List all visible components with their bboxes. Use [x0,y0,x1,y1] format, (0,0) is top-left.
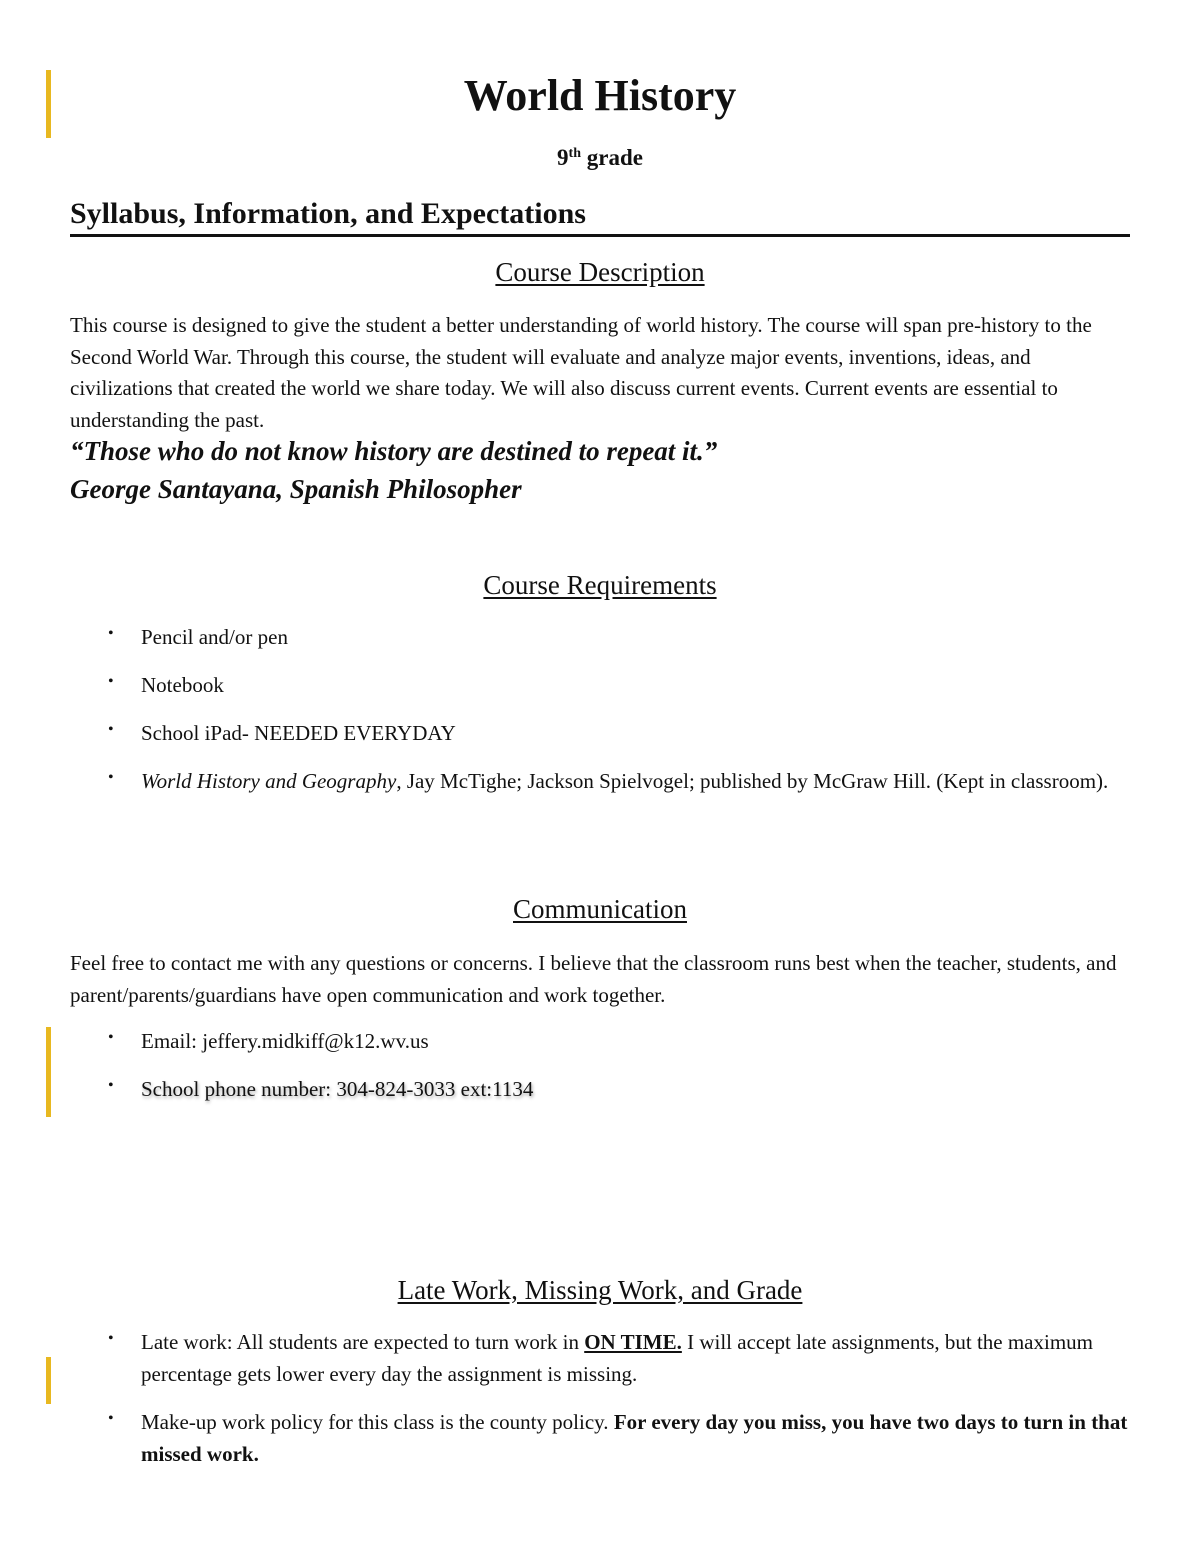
grade-level [0,143,1200,173]
textbook-title: World History and Geography [141,769,397,793]
change-bar-contact [46,1027,51,1117]
list-item [70,669,1130,701]
bullet-icon: • [108,1029,114,1046]
late-work-list [70,1326,1130,1486]
list-item [70,765,1130,797]
bullet-icon: • [108,769,114,786]
contact-list [70,1025,1130,1121]
bullet-icon: • [108,673,114,690]
communication-body: Feel free to contact me with any questions or concerns. I believe that the classroom runs best when the teacher, students, and parent/parents/guardians have open communication and work together. [70,951,1117,1007]
course-description-body: This course is designed to give the student a better understanding of world history. The course will span pre-history to the Second World War. Through this course, the student will evaluate and analyze major events, inventions, ideas, and civilizations that created the world we share today. We will also discuss current events. Current events are essential to understanding the past. [70,313,1092,432]
history-quote: “Those who do not know history are destined to repeat it.” [70,436,718,466]
contact-phone: School phone number: 304-824-3033 ext:1134 [141,1077,534,1101]
on-time-emphasis: ON TIME. [584,1330,682,1354]
textbook-details: , Jay McTighe; Jackson Spielvogel; published by McGraw Hill. (Kept in classroom). [396,769,1109,793]
list-item [70,717,1130,749]
makeup-policy-prefix: Make-up work policy for this class is the county policy. [141,1410,614,1434]
requirement-ipad: School iPad- NEEDED EVERYDAY [141,721,456,745]
list-item [70,1025,1130,1057]
bullet-icon: • [108,625,114,642]
course-requirements-heading: Course Requirements [483,570,717,600]
requirement-notebook: Notebook [141,673,224,697]
course-description-heading: Course Description [495,257,705,287]
quote-attribution: George Santayana, Spanish Philosopher [70,474,522,504]
late-work-suffix: I will accept late assignments, but the maximum percentage gets lower every day the assignment is missing. [141,1330,1094,1386]
change-bar-late-work [46,1357,51,1404]
bullet-icon: • [108,1410,114,1427]
document-title: World History [463,71,737,120]
makeup-policy-bold: For every day you miss, you have two days to turn in that missed work. [141,1410,1128,1466]
grade-number: 9 [557,145,569,170]
list-item [70,1326,1130,1390]
requirements-list [70,621,1130,813]
bullet-icon: • [108,721,114,738]
late-work-heading: Late Work, Missing Work, and Grade [397,1275,803,1305]
grade-suffix: th [568,146,581,161]
syllabus-heading: Syllabus, Information, and Expectations [70,196,1130,237]
bullet-icon: • [108,1330,114,1347]
bullet-icon: • [108,1077,114,1094]
list-item [70,1406,1130,1470]
communication-heading: Communication [513,894,687,924]
requirement-pencil: Pencil and/or pen [141,625,288,649]
grade-word: grade [586,145,643,170]
list-item [70,621,1130,653]
contact-email[interactable]: Email: jeffery.midkiff@k12.wv.us [141,1029,429,1053]
late-work-prefix: Late work: All students are expected to turn work in [141,1330,585,1354]
list-item [70,1073,1130,1105]
